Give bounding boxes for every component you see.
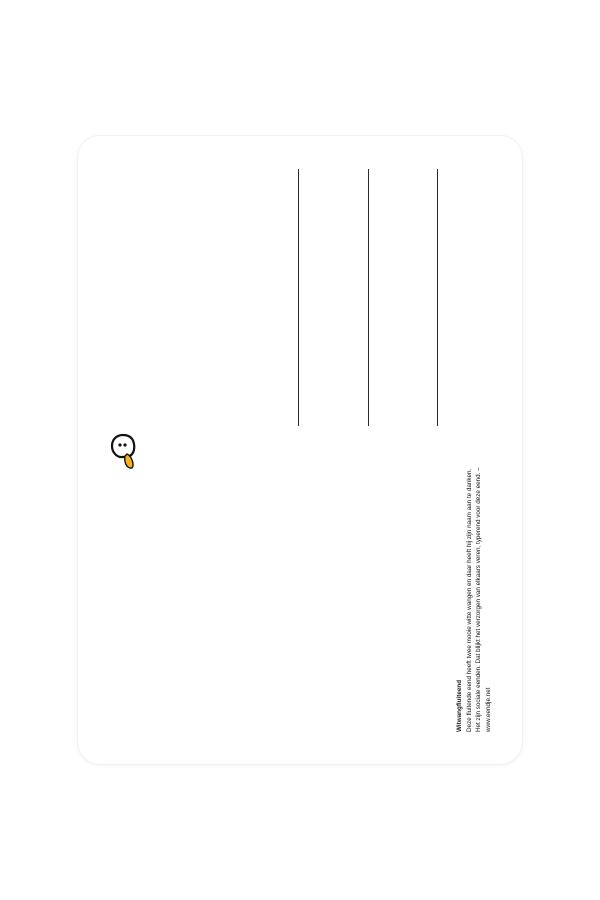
duck-name-title: Witwangfluiteend (456, 679, 463, 732)
address-line (437, 169, 438, 426)
duck-description (455, 462, 493, 732)
duck-head-icon (108, 432, 142, 472)
duck-description-text: Deze fluitende eend heeft twee mooie witte wangen en daar heeft hij zijn naam aan te danken. Het zijn sociale eenden. Dat blijkt het verzorgen van elkaars veren, typerend voor deze eend. – www.eendje.net (465, 467, 492, 732)
address-line (298, 169, 299, 426)
address-line (368, 169, 369, 426)
